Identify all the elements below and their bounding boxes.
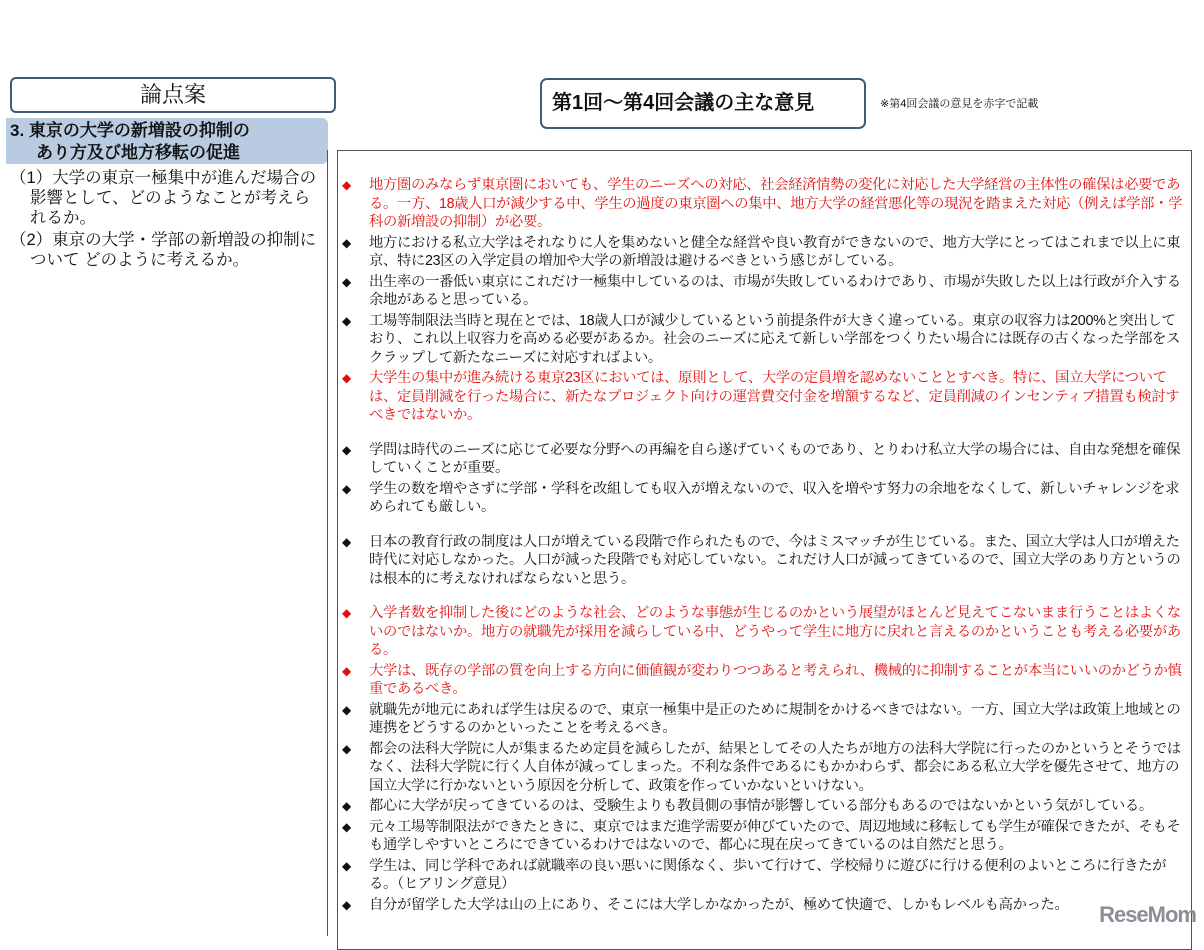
red-text-note: ※第4回会議の意見を赤字で記載 bbox=[880, 98, 1039, 110]
opinion-text: 大学生の集中が進み続ける東京23区においては、原則として、大学の定員増を認めないこととすべき。特に、国立大学については、定員削減を行った場合に、新たなプロジェクト向けの運営費交付金を増額するなど、定員削減のインセンティブ措置も検討すべきではないか。 bbox=[369, 370, 1180, 423]
opinion-text: 大学は、既存の学部の質を向上する方向に価値観が変わりつつあると考えられ、機械的に抑制することが本当にいいのかどうか慎重であるべき。 bbox=[369, 662, 1182, 697]
opinion-text: 日本の教育行政の制度は人口が増えている段階で作られたもので、今はミスマッチが生じている。また、国立大学は人口が増えた時代に対応しなかった。人口が減った段階でも対応していない。これだけ人口が減ってきているので、国立大学のあり方というのは根本的に考えなければならないと思う。 bbox=[369, 533, 1181, 587]
opinions-title: 第1回～第4回会議の主な意見 bbox=[552, 92, 815, 114]
diamond-bullet-icon: ◆ bbox=[342, 534, 351, 549]
section-heading bbox=[6, 118, 328, 164]
diamond-bullet-icon: ◆ bbox=[342, 663, 351, 678]
diamond-bullet-icon: ◆ bbox=[342, 606, 351, 620]
question-1: （1）大学の東京一極集中が進んだ場合の影響として、どのようなことが考えられるか。 bbox=[10, 169, 317, 227]
issues-title-box bbox=[10, 77, 336, 113]
diamond-bullet-icon: ◆ bbox=[342, 897, 351, 912]
opinion-item bbox=[340, 441, 1188, 478]
opinion-list bbox=[340, 176, 1188, 916]
diamond-bullet-icon: ◆ bbox=[342, 274, 351, 289]
opinion-item bbox=[340, 369, 1188, 425]
opinion-item bbox=[340, 604, 1188, 660]
opinion-item bbox=[340, 533, 1188, 589]
opinion-item bbox=[340, 857, 1188, 894]
divider bbox=[327, 150, 328, 936]
diamond-bullet-icon: ◆ bbox=[342, 858, 351, 873]
diamond-bullet-icon: ◆ bbox=[342, 702, 351, 717]
section-heading-line2: あり方及び地方移転の促進 bbox=[36, 143, 240, 162]
opinion-text: 元々工場等制限法ができたときに、東京ではまだ進学需要が伸びていたので、周辺地域に移転しても学生が確保できたが、そもそも通学しやすいところにできているわけではないので、都心に現在戻ってきているのは自然だと思う。 bbox=[369, 818, 1181, 853]
watermark-logo: ReseMom bbox=[1099, 902, 1196, 927]
opinion-text: 都会の法科大学院に人が集まるため定員を減らしたが、結果としてその人たちが地方の法科大学院に行ったのかというとそうではなく、法科大学院に行く人自体が減ってしまった。不利な条件であるにもかかわらず、都会にある私立大学を優先させて、地方の国立大学に行かないという原因を分析して、政策を作っていかないといけない。 bbox=[369, 740, 1181, 794]
diamond-bullet-icon: ◆ bbox=[342, 371, 351, 385]
opinions-title-box bbox=[540, 78, 866, 129]
opinion-item bbox=[340, 701, 1188, 738]
opinion-item bbox=[340, 662, 1188, 699]
section-heading-line1: 3. 東京の大学の新増設の抑制の bbox=[10, 121, 250, 140]
diamond-bullet-icon: ◆ bbox=[342, 313, 351, 328]
opinion-item bbox=[340, 176, 1188, 232]
opinion-item bbox=[340, 797, 1188, 816]
opinion-item bbox=[340, 480, 1188, 517]
opinion-text: 就職先が地元にあれば学生は戻るので、東京一極集中是正のために規制をかけるべきではない。一方、国立大学は政策上地域との連携をどうするのかといったことを考えるべき。 bbox=[369, 701, 1181, 736]
diamond-bullet-icon: ◆ bbox=[342, 799, 351, 813]
opinion-text: 地方における私立大学はそれなりに人を集めないと健全な経営や良い教育ができないので、地方大学にとってはこれまで以上に東京、特に23区の入学定員の増加や大学の新増設は避けるべきという感じがしている。 bbox=[369, 234, 1181, 269]
diamond-bullet-icon: ◆ bbox=[342, 819, 351, 834]
opinion-item bbox=[340, 818, 1188, 855]
opinion-text: 学生は、同じ学科であれば就職率の良い悪いに関係なく、歩いて行けて、学校帰りに遊びに行ける便利のよいところに行きたがる。（ヒアリング意見） bbox=[369, 857, 1167, 892]
diamond-bullet-icon: ◆ bbox=[342, 481, 351, 496]
opinion-item bbox=[340, 234, 1188, 271]
diamond-bullet-icon: ◆ bbox=[342, 178, 351, 192]
opinion-item bbox=[340, 740, 1188, 796]
opinion-item bbox=[340, 273, 1188, 310]
question-list bbox=[10, 168, 322, 272]
opinion-item bbox=[340, 312, 1188, 368]
opinion-item bbox=[340, 896, 1188, 915]
opinion-text: 学問は時代のニーズに応じて必要な分野への再編を自ら遂げていくものであり、とりわけ私立大学の場合には、自由な発想を確保していくことが重要。 bbox=[369, 441, 1181, 476]
diamond-bullet-icon: ◆ bbox=[342, 741, 351, 756]
opinion-text: 自分が留学した大学は山の上にあり、そこには大学しかなかったが、極めて快適で、しかもレベルも高かった。 bbox=[369, 896, 1069, 913]
issues-title: 論点案 bbox=[139, 82, 206, 107]
diamond-bullet-icon: ◆ bbox=[342, 442, 351, 457]
opinion-text: 地方圏のみならず東京圏においても、学生のニーズへの対応、社会経済情勢の変化に対応した大学経営の主体性の確保は必要である。一方、18歳人口が減少する中、学生の過度の東京圏への集中、地方大学の経営悪化等の現況を踏まえた対応（例えば学部・学科の新増設の抑制）が必要。 bbox=[369, 177, 1183, 230]
opinion-text: 入学者数を抑制した後にどのような社会、どのような事態が生じるのかという展望がほとんど見えてこないまま行うことはよくないのではないか。地方の就職先が採用を減らしている中、どうやって学生に地方に戻れと言えるのかということも考える必要がある。 bbox=[369, 605, 1181, 658]
opinion-text: 都心に大学が戻ってきているのは、受験生よりも教員側の事情が影響している部分もあるのではないかという気がしている。 bbox=[369, 798, 1153, 814]
opinion-text: 工場等制限法当時と現在とでは、18歳人口が減少しているという前提条件が大きく違っている。東京の収容力は200%と突出しており、これ以上収容力を高める必要があるか。社会のニーズに応えて新しい学部をつくりたい場合には既存の古くなった学部をスクラップして新たなニーズに対応すればよい。 bbox=[369, 312, 1181, 366]
question-2: （2）東京の大学・学部の新増設の抑制について どのように考えるか。 bbox=[10, 231, 317, 269]
opinion-text: 学生の数を増やさずに学部・学科を改組しても収入が増えないので、収入を増やす努力の余地をなくして、新しいチャレンジを求められても厳しい。 bbox=[369, 480, 1180, 515]
diamond-bullet-icon: ◆ bbox=[342, 235, 351, 250]
opinion-text: 出生率の一番低い東京にこれだけ一極集中しているのは、市場が失敗しているわけであり、市場が失敗した以上は行政が介入する余地があると思っている。 bbox=[369, 273, 1181, 308]
